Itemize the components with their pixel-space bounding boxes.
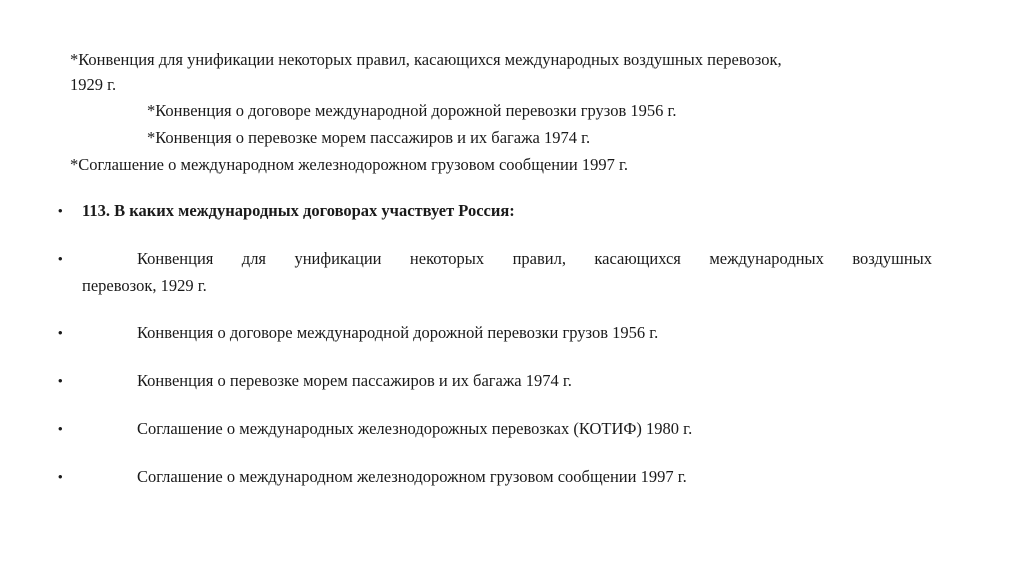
bullet-marker: • (58, 421, 63, 436)
bullet-marker: • (58, 203, 63, 218)
bullet-marker: • (58, 469, 63, 484)
intro-line-2: 1929 г. (70, 75, 117, 94)
list-item-1-line-1: Конвенция для унификации некоторых правил, касающихся международных воздушных (137, 249, 932, 268)
bullet-marker: • (58, 325, 63, 340)
intro-line-3: *Конвенция о договоре международной дорожной перевозки грузов 1956 г. (147, 101, 677, 120)
intro-line-5: *Соглашение о международном железнодорожном грузовом сообщении 1997 г. (70, 155, 628, 174)
list-item-3: Конвенция о перевозке морем пассажиров и их багажа 1974 г. (137, 371, 572, 390)
list-item-1-line-2: перевозок, 1929 г. (82, 276, 207, 295)
bullet-marker: • (58, 373, 63, 388)
question-heading: 113. В каких международных договорах участвует Россия: (82, 201, 515, 220)
bullet-marker: • (58, 251, 63, 266)
intro-line-4: *Конвенция о перевозке морем пассажиров и их багажа 1974 г. (147, 128, 591, 147)
list-item-5: Соглашение о международном железнодорожном грузовом сообщении 1997 г. (137, 467, 687, 486)
intro-line-1: *Конвенция для унификации некоторых правил, касающихся международных воздушных перевозок, (70, 50, 782, 69)
list-item-2: Конвенция о договоре международной дорожной перевозки грузов 1956 г. (137, 323, 659, 342)
list-item-4: Соглашение о международных железнодорожных перевозках (КОТИФ) 1980 г. (137, 419, 693, 438)
